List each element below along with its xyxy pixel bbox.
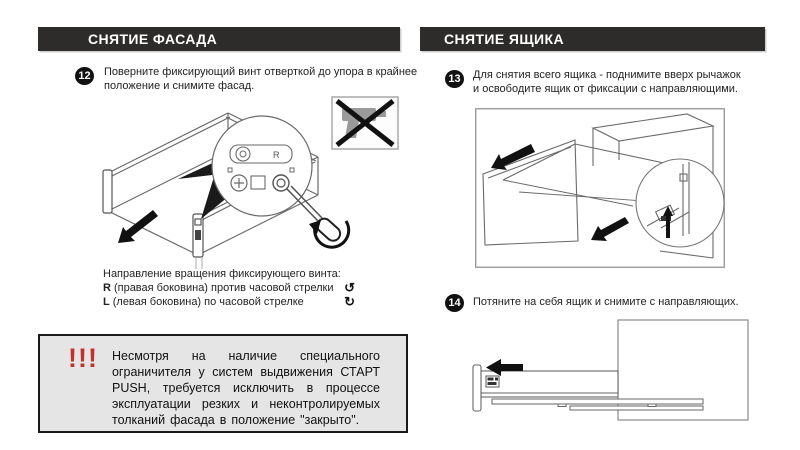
facade-removal-header — [38, 27, 400, 51]
r-side-text: (правая боковина) против часовой стрелки — [113, 282, 334, 294]
warning-box — [38, 334, 408, 433]
no-drill-icon — [332, 97, 398, 149]
rotation-note-right-side — [103, 281, 355, 295]
step-13-badge: 13 — [445, 70, 464, 88]
detail-plate-r-label: R — [273, 150, 280, 160]
cabinet-side-drawing — [618, 320, 748, 420]
pull-direction-arrow-icon — [118, 210, 158, 243]
slide-rails-drawing — [492, 399, 703, 410]
release-lever-detail-circle — [636, 159, 724, 247]
l-side-label: L — [103, 296, 110, 308]
warning-exclamation-icon: !!! — [68, 343, 98, 373]
facade-removal-title: СНЯТИЕ ФАСАДА — [88, 31, 218, 47]
cw-rotation-icon: ↻ — [344, 294, 355, 309]
step-14-text: Потяните на себя ящик и снимите с направляющих. — [473, 296, 739, 308]
ccw-rotation-icon: ↺ — [344, 280, 355, 295]
drawer-pullout-illustration — [470, 315, 760, 430]
step-12-badge: 12 — [75, 67, 94, 85]
r-side-label: R — [103, 282, 111, 294]
lock-mechanism-detail-circle — [212, 116, 312, 216]
rotation-note-left-side — [103, 295, 355, 309]
step-13-text: Для снятия всего ящика - поднимите вверх рычажок и освободите ящик от фиксации с направляющими. — [473, 69, 741, 95]
rotation-note-title: Направление вращения фиксирующего винта: — [103, 268, 341, 280]
drawer-removal-header — [420, 27, 765, 51]
warning-text: Несмотря на наличие специального ограничителя у систем выдвижения СТАРТ PUSH, требуется исключить в процессе эксплуатации резких и неконтролируемых толканий фасада в положение "закрыто". — [111, 349, 380, 427]
facade-removal-illustration — [60, 95, 410, 270]
step-14-badge: 14 — [445, 294, 464, 312]
drawer-release-illustration — [475, 108, 725, 268]
rotation-note — [103, 267, 355, 309]
drawer-removal-title: СНЯТИЕ ЯЩИКА — [444, 31, 564, 47]
l-side-text: (левая боковина) по часовой стрелке — [112, 296, 304, 308]
step-12-text: Поверните фиксирующий винт отверткой до упора в крайнее положение и снимите фасад. — [104, 66, 418, 92]
